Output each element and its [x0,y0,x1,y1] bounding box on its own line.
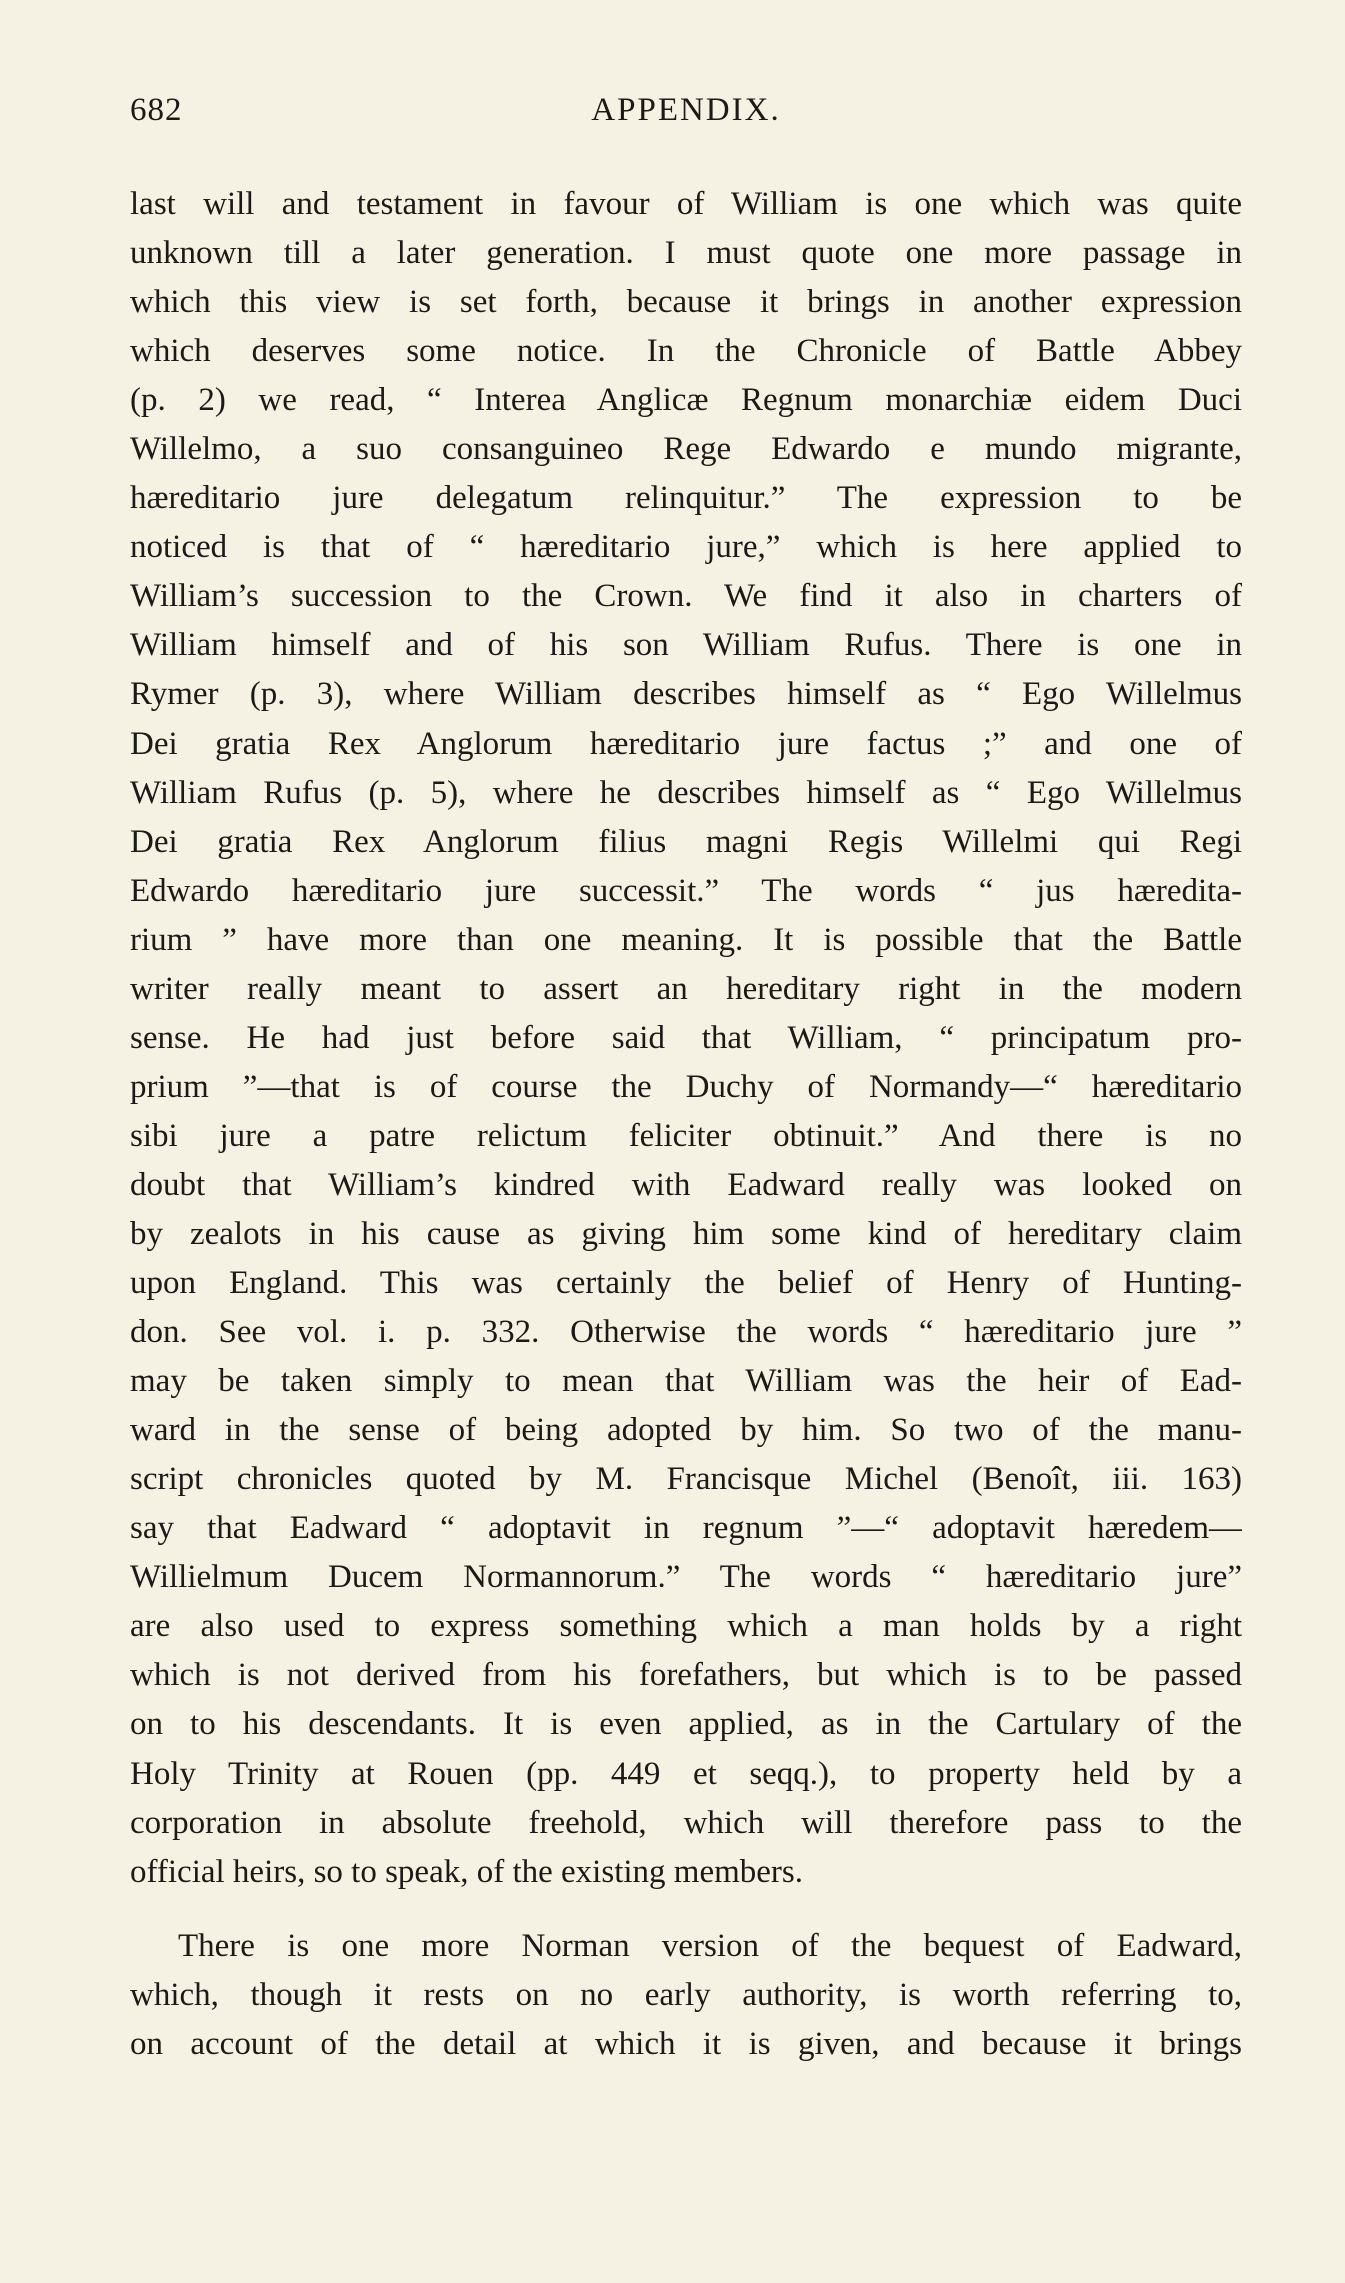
text-line: Willelmo, a suo consanguineo Rege Edwardo e mundo migrante, [130,431,1242,468]
text-line: say that Eadward “ adoptavit in regnum ”—“ adoptavit hæredem— [130,1510,1242,1547]
text-line: on account of the detail at which it is given, and because it brings [130,2026,1242,2063]
text-line: William’s succession to the Crown. We find it also in charters of [130,578,1242,615]
text-line: which this view is set forth, because it brings in another expression [130,284,1242,321]
text-line: which deserves some notice. In the Chronicle of Battle Abbey [130,333,1242,370]
text-line: are also used to express something which a man holds by a right [130,1608,1242,1645]
text-line: script chronicles quoted by M. Francisque Michel (Benoît, iii. 163) [130,1461,1242,1498]
text-line: Dei gratia Rex Anglorum hæreditario jure factus ;” and one of [130,725,1242,762]
text-line: Dei gratia Rex Anglorum filius magni Regis Willelmi qui Regi [130,823,1242,860]
text-line: which is not derived from his forefathers, but which is to be passed [130,1657,1242,1694]
page-header [130,92,1242,140]
text-line: William himself and of his son William Rufus. There is one in [130,627,1242,664]
text-line: by zealots in his cause as giving him some kind of hereditary claim [130,1215,1242,1252]
text-line: which, though it rests on no early authority, is worth referring to, [130,1977,1242,2014]
text-line: corporation in absolute freehold, which will therefore pass to the [130,1804,1242,1841]
text-line: Holy Trinity at Rouen (pp. 449 et seqq.), to property held by a [130,1755,1242,1792]
running-head: APPENDIX. [591,92,781,128]
text-line: hæreditario jure delegatum relinquitur.” The expression to be [130,480,1242,517]
text-line: doubt that William’s kindred with Eadward really was looked on [130,1166,1242,1203]
text-line: may be taken simply to mean that William was the heir of Ead- [130,1363,1242,1400]
text-line: official heirs, so to speak, of the existing members. [130,1853,803,1890]
text-line: sibi jure a patre relictum feliciter obtinuit.” And there is no [130,1117,1242,1154]
text-line: last will and testament in favour of William is one which was quite [130,186,1242,222]
text-line: writer really meant to assert an hereditary right in the modern [130,970,1242,1007]
text-line: William Rufus (p. 5), where he describes himself as “ Ego Willelmus [130,774,1242,811]
text-line: Rymer (p. 3), where William describes himself as “ Ego Willelmus [130,676,1242,713]
paragraph [130,1922,1242,2069]
text-line: Edwardo hæreditario jure successit.” The words “ jus hæredita- [130,872,1242,909]
text-line: There is one more Norman version of the bequest of Eadward, [178,1928,1242,1964]
text-line: rium ” have more than one meaning. It is possible that the Battle [130,921,1242,958]
page-number: 682 [130,92,183,128]
text-line: sense. He had just before said that William, “ principatum pro- [130,1019,1242,1056]
text-line: Willielmum Ducem Normannorum.” The words “ hæreditario jure” [130,1559,1242,1596]
text-line: upon England. This was certainly the belief of Henry of Hunting- [130,1265,1242,1302]
text-line: ward in the sense of being adopted by him. So two of the manu- [130,1412,1242,1449]
text-line: prium ”—that is of course the Duchy of Normandy—“ hæreditario [130,1068,1242,1105]
text-line: (p. 2) we read, “ Interea Anglicæ Regnum monarchiæ eidem Duci [130,382,1242,419]
text-line: noticed is that of “ hæreditario jure,” which is here applied to [130,529,1242,566]
text-line: on to his descendants. It is even applied, as in the Cartulary of the [130,1706,1242,1743]
paragraph [130,180,1242,1897]
text-line: don. See vol. i. p. 332. Otherwise the words “ hæreditario jure ” [130,1314,1242,1351]
text-line: unknown till a later generation. I must quote one more passage in [130,235,1242,272]
